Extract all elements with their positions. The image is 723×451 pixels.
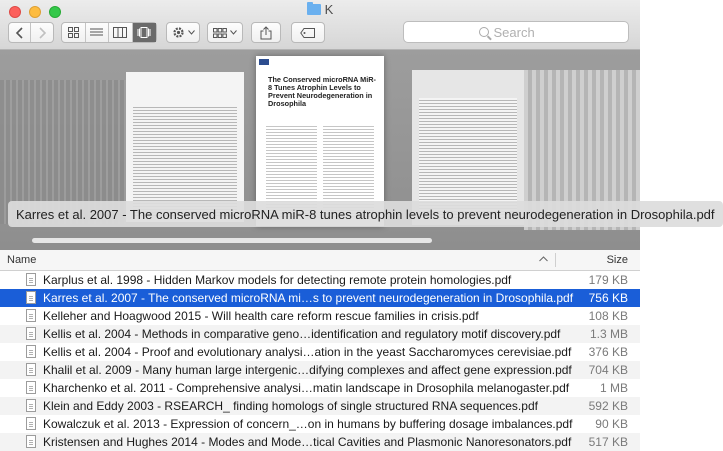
- window-title: K: [324, 2, 334, 17]
- file-name: Kellis et al. 2004 - Methods in comparative geno…identification and regulatory motif discovery.pdf: [43, 327, 561, 341]
- sort-chevron-up-icon: [539, 254, 548, 265]
- grid-arrange-icon: [213, 28, 227, 38]
- file-name: Kharchenko et al. 2011 - Comprehensive analysi…matin landscape in Drosophila melanogaster.pdf: [43, 381, 570, 395]
- cover-flow-page-previous[interactable]: [126, 72, 244, 222]
- chevron-right-icon: [38, 27, 46, 39]
- file-name: Kelleher and Hoagwood 2015 - Will health care reform rescue families in crisis.pdf: [43, 309, 479, 323]
- table-row[interactable]: [0, 379, 640, 397]
- edit-tags-button[interactable]: [291, 22, 325, 43]
- file-name: Karplus et al. 1998 - Hidden Markov models for detecting remote protein homologies.pdf: [43, 273, 512, 287]
- pdf-file-icon: [26, 435, 36, 448]
- search-icon: [479, 27, 489, 37]
- pdf-file-icon: [26, 327, 36, 340]
- chevron-left-icon: [16, 27, 24, 39]
- window-title-area: [0, 2, 640, 17]
- page-text-preview: [133, 105, 237, 216]
- file-size: 704 KB: [588, 363, 628, 377]
- file-name: Khalil et al. 2009 - Many human large intergenic…difying complexes and affect gene expression.pdf: [43, 363, 572, 377]
- search-input[interactable]: [494, 25, 554, 40]
- navigation-segment: [8, 22, 54, 43]
- column-divider[interactable]: [555, 253, 556, 267]
- file-size: 592 KB: [588, 399, 628, 413]
- page-paper-title: The Conserved microRNA MiR-8 Tunes Atrophin Levels to Prevent Neurodegeneration in Drosophila: [268, 75, 376, 108]
- folder-icon: [307, 4, 321, 15]
- file-size: 517 KB: [588, 435, 628, 449]
- arrange-menu-button[interactable]: [207, 22, 243, 43]
- file-size: 1.3 MB: [589, 327, 628, 341]
- file-size: 376 KB: [588, 345, 628, 359]
- pdf-file-icon: [26, 381, 36, 394]
- file-size: 179 KB: [588, 273, 628, 287]
- file-name: Kristensen and Hughes 2014 - Modes and Mode…tical Cavities and Plasmonic Nanoresonators.pdf: [43, 435, 572, 449]
- share-button[interactable]: [251, 22, 281, 43]
- file-size: 90 KB: [595, 417, 628, 431]
- icon-view-icon: [68, 27, 79, 38]
- table-row-selected[interactable]: [0, 289, 640, 307]
- gear-icon: [172, 26, 185, 39]
- forward-button[interactable]: [31, 23, 53, 42]
- list-view-button[interactable]: [86, 23, 110, 42]
- pdf-file-icon: [26, 399, 36, 412]
- size-column-header[interactable]: Size: [606, 254, 628, 266]
- name-column-header[interactable]: Name: [7, 254, 37, 266]
- pdf-file-icon: [26, 309, 36, 322]
- file-name: Karres et al. 2007 - The conserved microRNA mi…s to prevent neurodegeneration in Drosophila.pdf: [43, 291, 574, 305]
- list-header: [0, 250, 640, 271]
- file-size: 756 KB: [588, 291, 628, 305]
- view-mode-segment: [61, 22, 157, 43]
- table-row[interactable]: [0, 433, 640, 451]
- pdf-file-icon: [26, 291, 36, 304]
- back-button[interactable]: [9, 23, 31, 42]
- file-name: Klein and Eddy 2003 - RSEARCH_ finding homologs of single structured RNA sequences.pdf: [43, 399, 538, 413]
- cover-flow-caption: Karres et al. 2007 - The conserved microRNA miR-8 tunes atrophin levels to prevent neurodegeneration in Drosophila.pdf: [8, 201, 723, 227]
- column-view-icon: [113, 27, 127, 38]
- pdf-file-icon: [26, 273, 36, 286]
- table-row[interactable]: [0, 415, 640, 433]
- chevron-down-icon: [188, 30, 195, 35]
- action-menu-button[interactable]: [166, 22, 200, 43]
- column-view-button[interactable]: [109, 23, 133, 42]
- table-row[interactable]: [0, 271, 640, 289]
- search-field[interactable]: [403, 21, 629, 43]
- pdf-file-icon: [26, 417, 36, 430]
- table-row[interactable]: [0, 325, 640, 343]
- title-bar: [0, 0, 640, 50]
- file-list: [0, 271, 640, 450]
- cover-flow-button[interactable]: [133, 23, 156, 42]
- icon-view-button[interactable]: [62, 23, 86, 42]
- file-name: Kowalczuk et al. 2013 - Expression of concern_…on in humans by buffering dosage imbalances.pdf: [43, 417, 573, 431]
- file-size: 108 KB: [588, 309, 628, 323]
- list-view-icon: [90, 28, 103, 38]
- file-size: 1 MB: [599, 381, 628, 395]
- journal-logo: [259, 59, 269, 65]
- chevron-down-icon: [230, 30, 237, 35]
- table-row[interactable]: [0, 307, 640, 325]
- share-icon: [260, 26, 272, 40]
- tag-icon: [300, 28, 316, 38]
- file-name: Kellis et al. 2004 - Proof and evolutionary analysi…ation in the yeast Saccharomyces cerevisiae.pdf: [43, 345, 572, 359]
- cover-flow-scrollbar[interactable]: [32, 238, 432, 243]
- table-row[interactable]: [0, 343, 640, 361]
- pdf-file-icon: [26, 345, 36, 358]
- table-row[interactable]: [0, 397, 640, 415]
- pdf-file-icon: [26, 363, 36, 376]
- table-row[interactable]: [0, 361, 640, 379]
- cover-flow-icon: [137, 27, 151, 38]
